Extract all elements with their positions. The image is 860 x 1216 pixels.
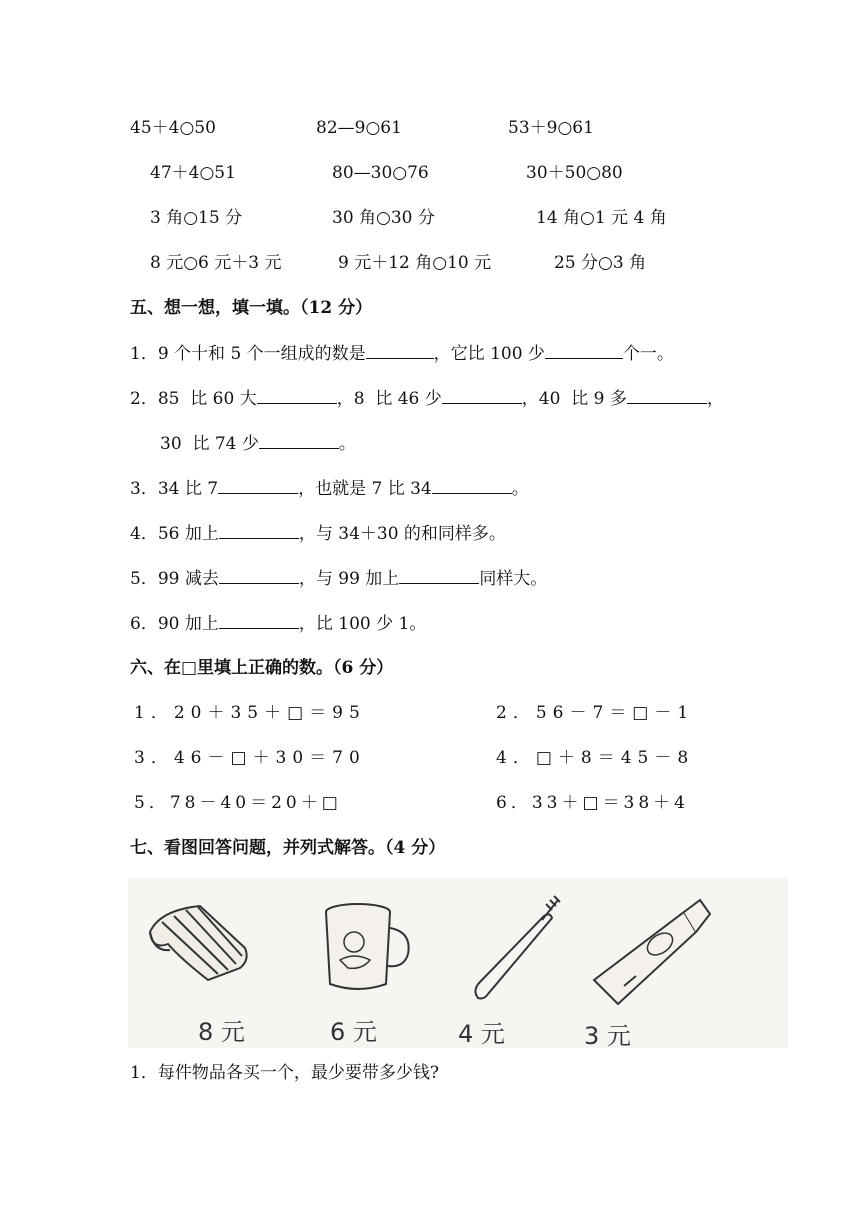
answer-blank[interactable]: [627, 387, 707, 404]
compare-item: 8 元○6 元＋3 元: [150, 253, 282, 273]
equation-item: 4．□＋8＝45－8: [496, 748, 695, 768]
question-5-4: [130, 522, 506, 545]
compare-item: 9 元＋12 角○10 元: [338, 253, 492, 273]
question-5-1: [130, 342, 674, 365]
question-7-1: 1．每件物品各买一个，最少要带多少钱?: [130, 1063, 439, 1083]
question-text: ，8 比 46 少: [336, 389, 442, 409]
question-text: 4．56 加上: [130, 524, 219, 544]
towel-icon: [140, 892, 270, 992]
question-5-5: [130, 567, 547, 590]
equation-item: 5．78－40＝20＋□: [134, 793, 342, 813]
answer-blank[interactable]: [432, 477, 512, 494]
question-5-2-cont: [160, 432, 356, 455]
question-text: 。: [338, 434, 356, 454]
question-text: ，: [706, 389, 724, 409]
price-label: 8 元: [198, 1018, 245, 1046]
price-label: 6 元: [330, 1018, 377, 1046]
question-text: ，40 比 9 多: [521, 389, 627, 409]
question-text: 5．99 减去: [130, 569, 219, 589]
answer-blank[interactable]: [219, 522, 299, 539]
toothpaste-icon: [588, 892, 718, 1012]
compare-item: 80—30○76: [332, 163, 429, 183]
answer-blank[interactable]: [219, 612, 299, 629]
answer-blank[interactable]: [442, 387, 522, 404]
question-text: ，也就是 7 比 34: [298, 479, 432, 499]
equation-item: 3．46－□＋30＝70: [134, 748, 366, 768]
answer-blank[interactable]: [259, 432, 339, 449]
question-text: 个一。: [622, 344, 674, 364]
price-label: 4 元: [458, 1020, 505, 1048]
question-text: 2．85 比 60 大: [130, 389, 257, 409]
compare-item: 82—9○61: [316, 118, 402, 138]
cup-icon: [318, 898, 418, 998]
question-text: 同样大。: [479, 569, 548, 589]
section-7-title: 七、看图回答问题，并列式解答。（4 分）: [130, 838, 446, 858]
question-5-6: [130, 612, 426, 635]
equation-item: 2．56－7＝□－1: [496, 703, 695, 723]
question-text: 30 比 74 少: [160, 434, 259, 454]
question-text: 。: [511, 479, 529, 499]
section-6-title: 六、在□里填上正确的数。（6 分）: [130, 658, 394, 678]
answer-blank[interactable]: [219, 567, 299, 584]
question-5-2: [130, 387, 724, 410]
compare-item: 30 角○30 分: [332, 208, 435, 228]
answer-blank[interactable]: [399, 567, 479, 584]
question-text: 3．34 比 7: [130, 479, 219, 499]
equation-item: 6．33＋□＝38＋4: [496, 793, 689, 813]
compare-item: 30＋50○80: [526, 163, 623, 183]
compare-item: 53＋9○61: [508, 118, 594, 138]
compare-item: 14 角○1 元 4 角: [536, 208, 667, 228]
question-5-3: [130, 477, 529, 500]
answer-blank[interactable]: [218, 477, 298, 494]
price-label: 3 元: [584, 1022, 631, 1050]
answer-blank[interactable]: [257, 387, 337, 404]
toothbrush-icon: [466, 890, 566, 1010]
compare-item: 45＋4○50: [130, 118, 216, 138]
compare-item: 47＋4○51: [150, 163, 236, 183]
question-text: ，与 34＋30 的和同样多。: [298, 524, 506, 544]
equation-item: 1．20＋35＋□＝95: [134, 703, 366, 723]
answer-blank[interactable]: [545, 342, 623, 359]
question-text: ，与 99 加上: [298, 569, 400, 589]
question-text: ，比 100 少 1。: [298, 614, 427, 634]
question-text: 6．90 加上: [130, 614, 219, 634]
section-5-title: 五、想一想，填一填。（12 分）: [130, 298, 373, 318]
question-text: 1．9 个十和 5 个一组成的数是: [130, 344, 366, 364]
answer-blank[interactable]: [366, 342, 434, 359]
compare-item: 25 分○3 角: [554, 253, 647, 273]
compare-item: 3 角○15 分: [150, 208, 243, 228]
question-text: ，它比 100 少: [433, 344, 545, 364]
